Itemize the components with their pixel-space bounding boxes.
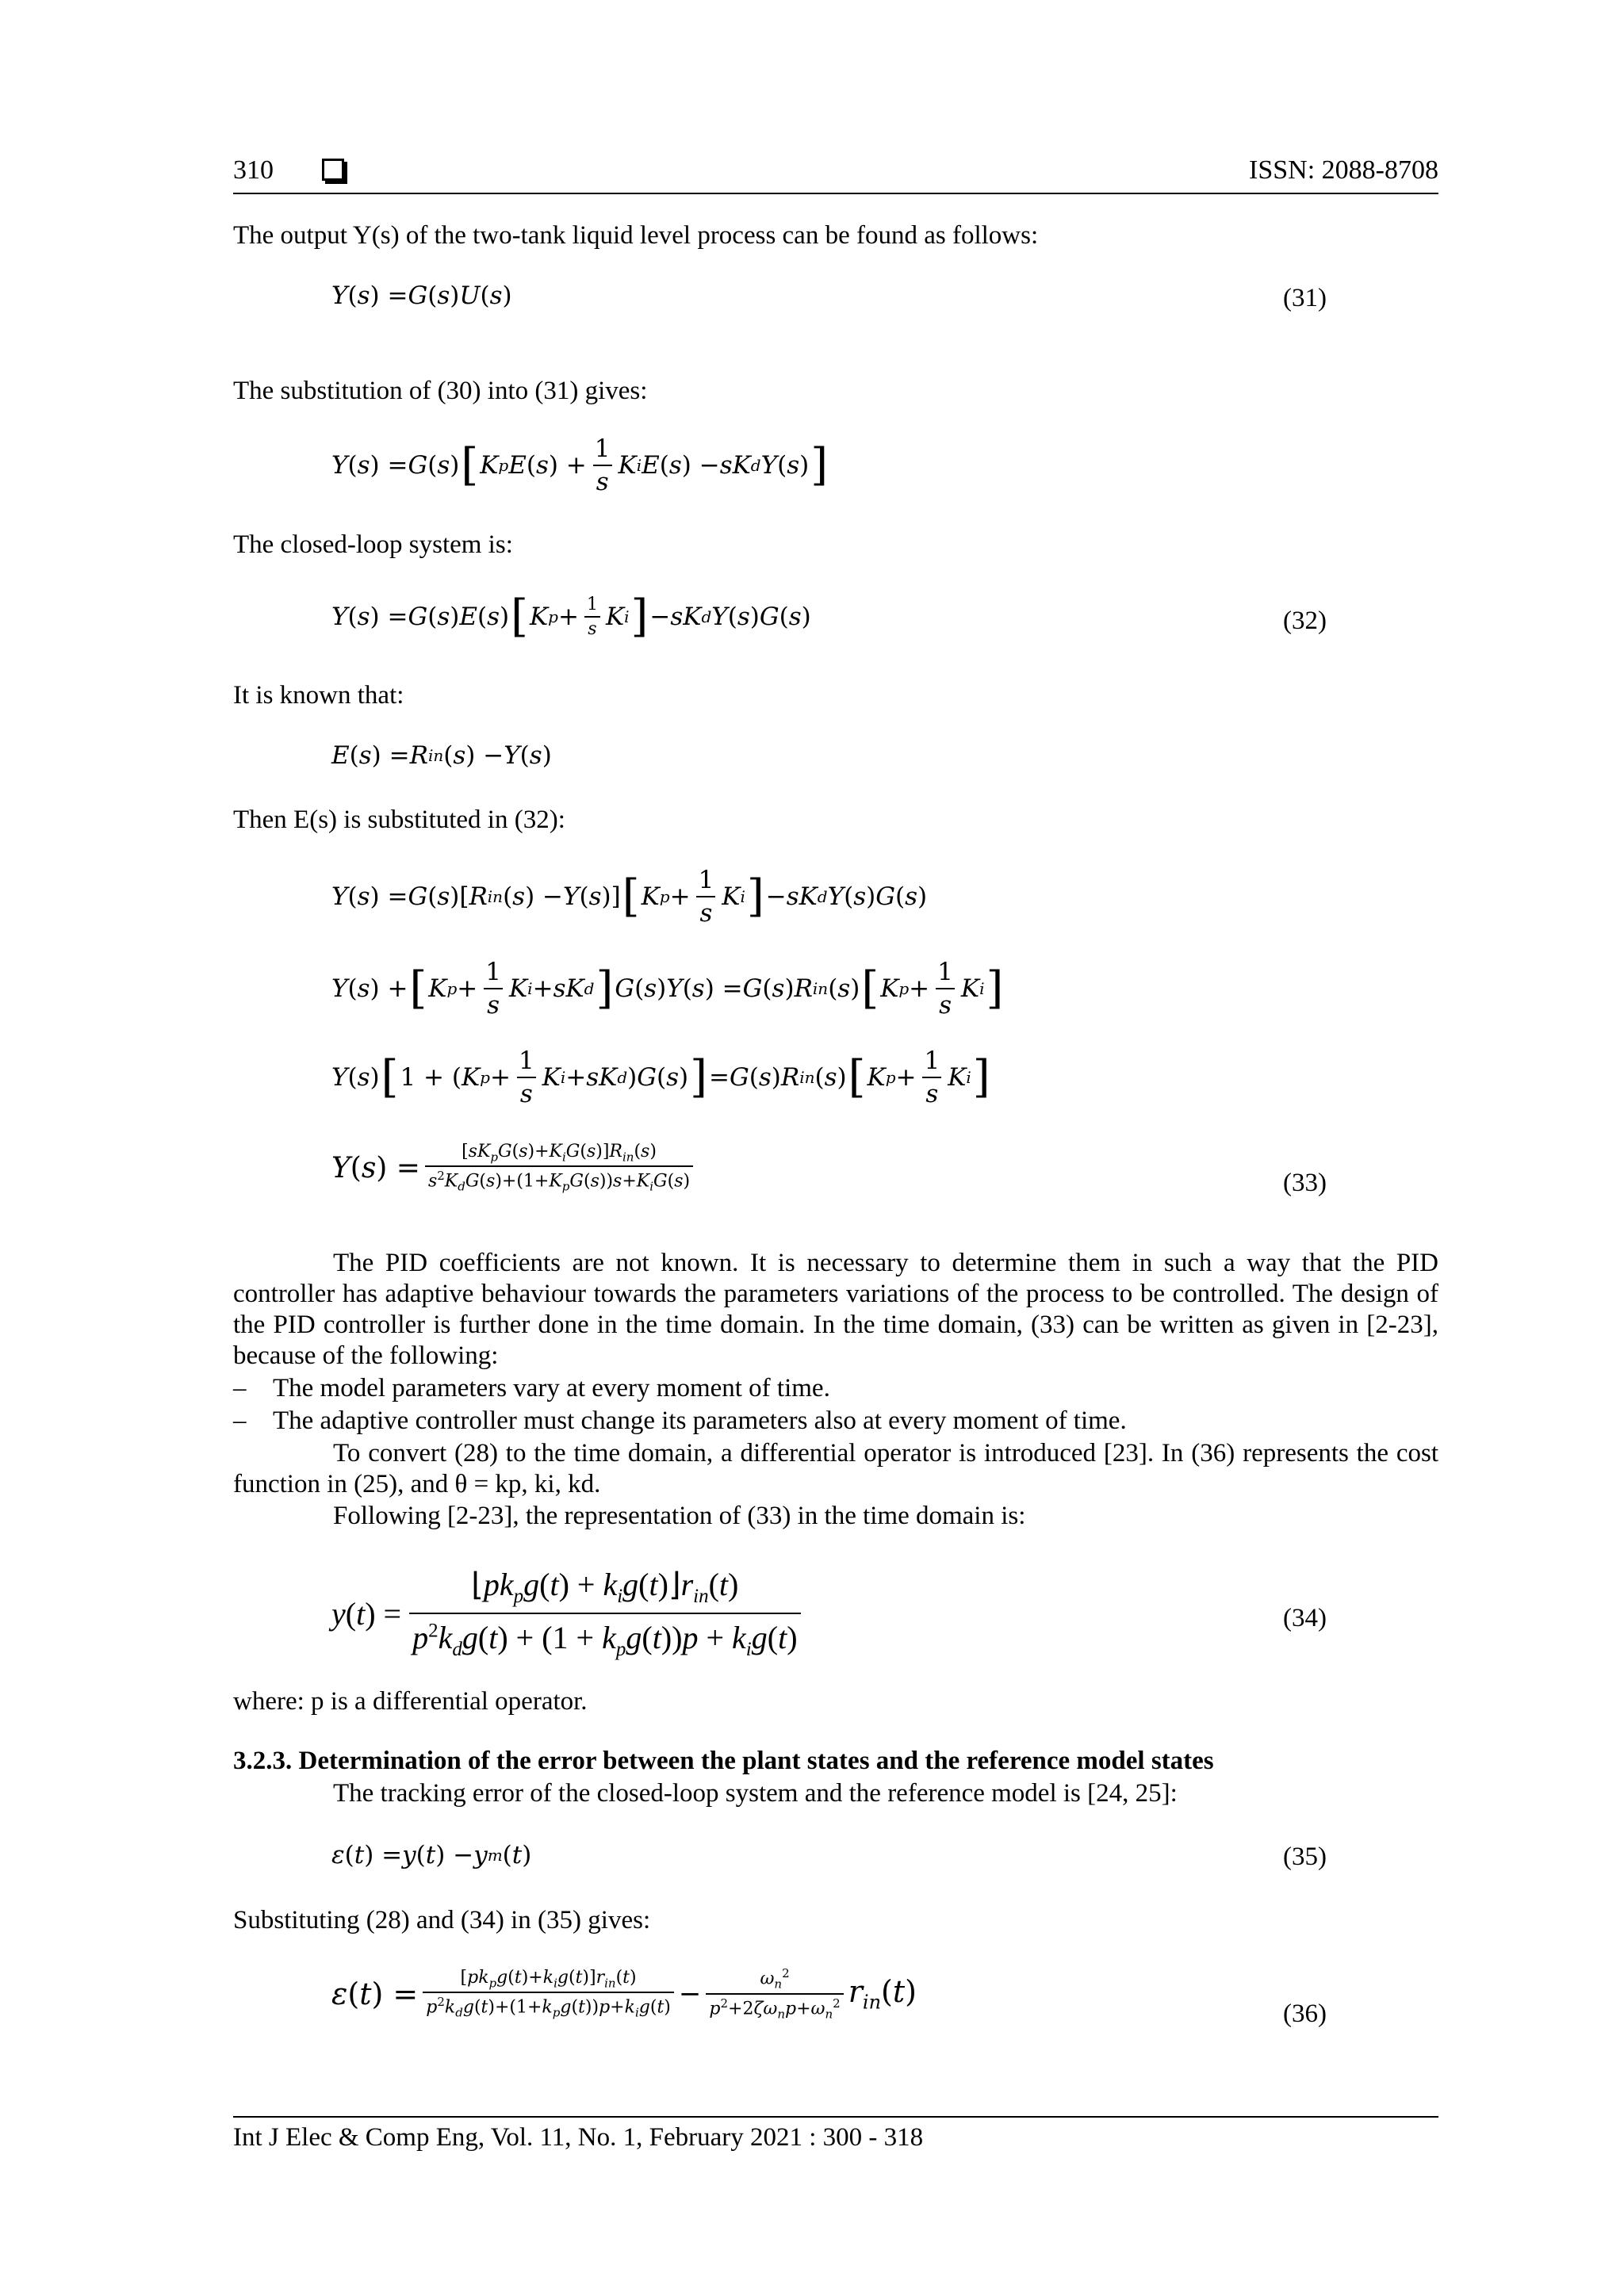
issn: ISSN: 2088-8708	[1249, 155, 1438, 185]
equation-33: Y(s) = $\frac{[sK_pG(s)+K_iG(s)]R_{in}(s)}{s^2K_dG(s)+(1+K_pG(s))s+K_iG(s)}$	[331, 1142, 698, 1194]
paragraph-substituting: Substituting (28) and (34) in (35) gives:	[233, 1906, 651, 1934]
dash-bullet-icon: –	[233, 1406, 247, 1435]
footer-rule	[233, 2116, 1438, 2118]
paragraph-closed-loop: The closed-loop system is:	[233, 530, 513, 559]
paragraph-then: Then E(s) is substituted in (32):	[233, 806, 565, 834]
equation-number: (35)	[1283, 1843, 1327, 1871]
paragraph-pid-coefficients: The PID coefficients are not known. It is necessary to determine them in such a way that the PID controller has adaptive behaviour towards the parameters variations of the process to be controlled. The design of the PID controller is further done in the time domain. In the time domain, (33) can be written as given in [2-23], because of the following:	[233, 1249, 1438, 1370]
equation-derivation-3: Y ( s ) [ 1 + ( K p + $\frac{1}{s}$ K i + sK d ) G ( s ) ] = G ( s ) R in ( s ) [ K p + $\frac{1}{s}$ K i ]	[331, 1047, 990, 1108]
equation-number: (36)	[1283, 1999, 1327, 2028]
equation-36: ε(t) = $\frac{[pk_pg(t)+k_ig(t)]r_{in}(t)}{p^2k_dg(t)+(1+k_pg(t))p+k_ig(t)}$ − $\frac{\omega_n^2}{p^2+2\zeta\omega_np+\omega_n^2}$ $r_{in}(t)$	[331, 1966, 917, 2022]
list-item: – The adaptive controller must change its parameters also at every moment of time.	[233, 1406, 1127, 1435]
equation-31: Y ( s ) = G ( s ) U ( s )	[331, 281, 512, 310]
paragraph-where: where: p is a differential operator.	[233, 1687, 588, 1716]
section-heading: 3.2.3. Determination of the error between the plant states and the reference model states	[233, 1747, 1214, 1775]
equation-error: E ( s ) = R in ( s ) − Y ( s )	[331, 741, 552, 770]
equation-34: y ( t ) = $\frac{⌊pk_pg(t) + k_ig(t)⌋r_{in}(t)}{p^2k_dg(t) + (1 + k_pg(t))p + k_ig(t)}$	[331, 1566, 806, 1661]
equation-35: ε ( t ) = y ( t ) − y m ( t )	[331, 1841, 532, 1869]
header-rule	[233, 193, 1438, 194]
page-number: 310	[233, 155, 274, 185]
list-item: – The model parameters vary at every moment of time.	[233, 1374, 830, 1402]
page-header	[233, 155, 1438, 190]
paragraph-convert: To convert (28) to the time domain, a differential operator is introduced [23]. In (36) represents the cost function in (25), and θ = kp, ki, kd.	[233, 1439, 1438, 1498]
square-bullet-icon	[322, 159, 344, 181]
paragraph-substitution: The substitution of (30) into (31) gives:	[233, 377, 648, 405]
dash-bullet-icon: –	[233, 1374, 247, 1402]
equation-derivation-2: Y ( s ) + [ K p + $\frac{1}{s}$ K i + sK d ] G ( s ) Y ( s ) = G ( s ) R in ( s ) [ K p + $\frac{1}{s}$ K i ]	[331, 958, 1004, 1020]
equation-number: (33)	[1283, 1169, 1327, 1197]
paragraph-following: Following [2-23], the representation of (33) in the time domain is:	[333, 1502, 1026, 1530]
paragraph-output: The output Y(s) of the two-tank liquid level process can be found as follows:	[233, 221, 1039, 250]
paragraph-tracking-error: The tracking error of the closed-loop system and the reference model is [24, 25]:	[333, 1779, 1178, 1808]
equation-32: Y ( s ) = G ( s ) E ( s ) [ K p + $\frac{1}{s}$ K i ] − sK d Y ( s ) G ( s )	[331, 591, 811, 642]
page-footer: Int J Elec & Comp Eng, Vol. 11, No. 1, February 2021 : 300 - 318	[233, 2123, 924, 2152]
equation-number: (31)	[1283, 284, 1327, 312]
equation-derivation-1: Y ( s ) = G ( s )[ R in ( s ) − Y ( s )] [ K p + $\frac{1}{s}$ K i ] − sK d Y ( s ) G ( s )	[331, 866, 928, 928]
paragraph-known: It is known that:	[233, 681, 404, 710]
equation-number: (32)	[1283, 607, 1327, 635]
equation-substituted: Y ( s ) = G ( s ) [ K p E ( s ) + $\frac{1}{s}$ K i E ( s ) − sK d Y ( s ) ]	[331, 434, 829, 496]
equation-number: (34)	[1283, 1604, 1327, 1632]
